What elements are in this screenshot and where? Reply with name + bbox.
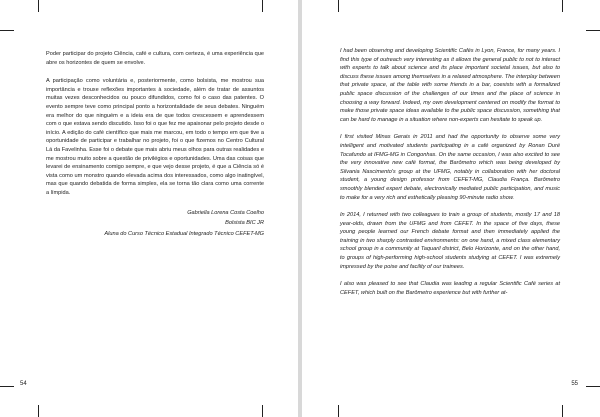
left-page — [0, 0, 298, 417]
paragraph: In 2014, I returned with two colleagues to train a group of students, mostly 17 and 18 year-olds, drawn from the UFMG and from CEFET. In the space of five days, these young people learned our French debate format and then immediately applied the training in two sharply contrasted environments: on one hand, a mixed class elementary school group in a community at Taquaril district, Belo Horizonte, and on the other hand, to groups of high-performing high-school students studying at CEFET. I was extremely impressed by the poise and facility of our trainees. — [340, 212, 560, 270]
crop-mark — [0, 30, 14, 31]
paragraph: I also was pleased to see that Claudia was leading a regular Scientific Café series at CEFET, which built on the Barômetro experience but with further at- — [340, 281, 560, 296]
right-body-text — [340, 47, 560, 306]
crop-mark — [262, 405, 263, 417]
paragraph: I first visited Minas Gerais in 2011 and had the opportunity to observe some very intelligent and motivated students participating in a café organized by Ronan Duré Tocafundo at IFMG-MG in Congonhas. On the same occasion, I was also excited to see the very innovative new café format, the Barômetro which was being developed by Silvania Nascimento's group at the UFMG, notably in collaboration with her doctoral student, a young design professor from CEFET-MG, Claudia França. Barômetro smoothly blended expert debate, electronically mediated public participation, and music to make for a very rich and esthetically pleasing 90-minute radio show. — [340, 134, 560, 201]
paragraph: I had been observing and developing Scientific Cafés in Lyon, France, for many years. I find this type of outreach very interesting as it allows the general public to not to interact with experts to talk about science and its place important societal issues, but also to discuss these issues among themselves in a relaxed atmosphere. The interplay between that private space, at the table with some friends in a bar, coexists with a formalized public space discussion of the challenges of our times and the place of science in choosing a way forward. Indeed, my own development centered on modify the format to make those private space ideas available to the public space discussion, something that can be hard to manage in a situation where non-experts can hesitate to speak up. — [340, 48, 560, 123]
crop-mark — [562, 0, 563, 12]
crop-mark — [262, 0, 263, 12]
page-number: 54 — [20, 381, 27, 387]
paragraph: A participação como voluntária e, posteriormente, como bolsista, me mostrou sua importância e trouxe reflexões importantes à sociedade, além de tratar de assuntos muitas vezes desconhecidos ou pouco difundidos, como foi o caso das patentes. O evento sempre teve como principal ponto a horizontalidade de seus debates. Ninguém era melhor do que ninguém e a ideia era de que todos crescessem e aprendessem com o que estava sendo discutido. Isso foi o que fez me apaixonar pelo projeto desde o início. A edição do café científico que mais me marcou, em todo o tempo em que tive a oportunidade de participar e trabalhar no projeto, foi o que fizemos no Centro Cultural Lá da Favelinha. Esse foi o debate que mais abriu meus olhos para outras realidades e me mostrou muito sobre a questão de privilégios e oportunidades. Uma das coisas que levarei de ensinamento comigo sempre, e que vejo desse projeto, é que a Ciência só é vista como um monstro quando elevada acima dos interessados, como algo inatingível, mas que quando debatida de forma simples, ela se torna tão clara como uma corrente a límpida. — [46, 78, 264, 196]
signature-name: Gabriella Lorena Costa Coelho — [187, 209, 264, 216]
crop-mark — [562, 405, 563, 417]
crop-mark — [0, 386, 14, 387]
crop-mark — [338, 405, 339, 417]
signature-role: Bolsista BIC JR — [225, 220, 264, 226]
crop-mark — [38, 0, 39, 12]
crop-mark — [38, 405, 39, 417]
paragraph: Poder participar do projeto Ciência, café e cultura, com certeza, é uma experiência que abre os horizontes de quem se envolve. — [46, 51, 264, 66]
page-number: 55 — [571, 381, 578, 387]
left-body-text — [46, 50, 264, 239]
right-page — [302, 0, 600, 417]
crop-mark — [586, 386, 600, 387]
crop-mark — [338, 0, 339, 12]
signature-affiliation: Aluna do Curso Técnico Estadual Integrado Técnico CEFET-MG — [104, 230, 264, 237]
signature-block — [46, 208, 264, 240]
crop-mark — [586, 30, 600, 31]
